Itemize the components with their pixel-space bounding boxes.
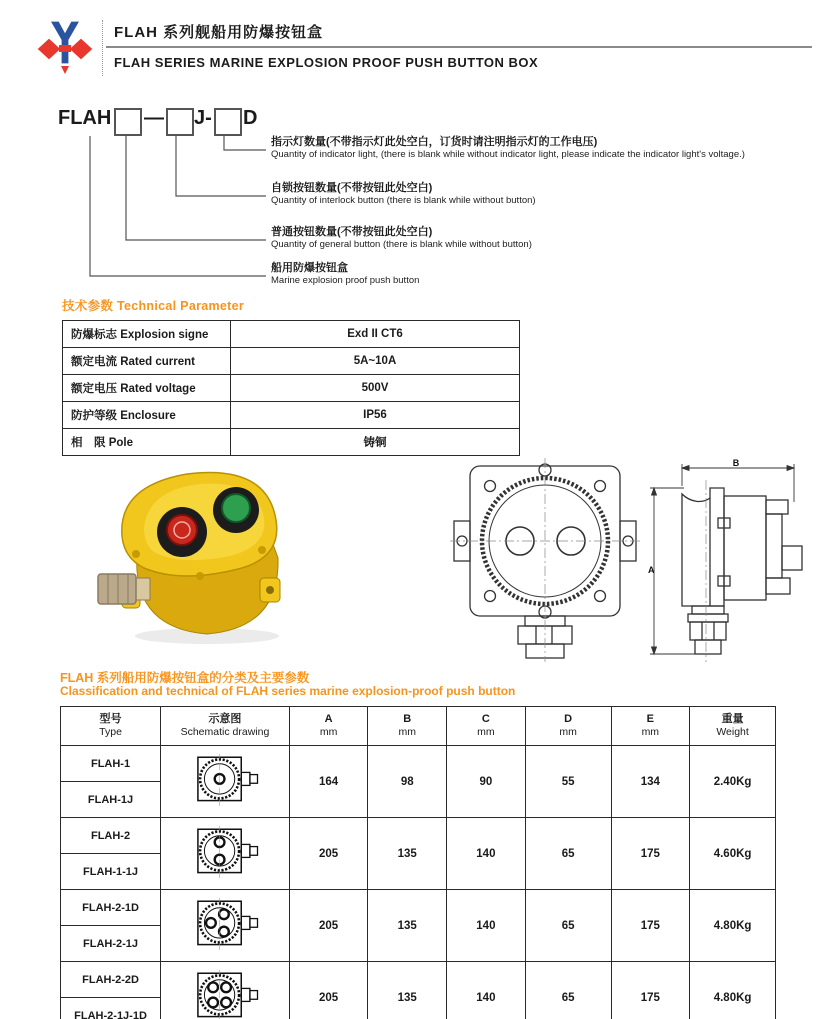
param-value: 铸铜 <box>231 429 520 456</box>
side-view-drawing <box>644 458 822 663</box>
classification-title-cn: FLAH 系列船用防爆按钮盒的分类及主要参数 <box>60 671 310 685</box>
col-header-e: E mm <box>611 707 690 746</box>
type-cell: FLAH-2 <box>61 818 161 854</box>
callout-general-button <box>271 226 816 250</box>
table-row <box>63 348 520 375</box>
schematic-2-button-icon <box>185 826 265 878</box>
param-label: 额定电流 Rated current <box>63 348 231 375</box>
company-logo-icon <box>36 18 94 78</box>
dim-d-cell: 55 <box>525 746 611 818</box>
schematic-1-button-icon <box>185 754 265 806</box>
dim-a-cell: 205 <box>289 890 368 962</box>
col-header-b: B mm <box>368 707 447 746</box>
dim-a-cell: 164 <box>289 746 368 818</box>
dim-c-cell: 140 <box>447 962 526 1019</box>
type-cell: FLAH-2-1J-1D <box>61 998 161 1019</box>
dim-c-cell: 140 <box>447 890 526 962</box>
dim-e-cell: 175 <box>611 890 690 962</box>
col-header-weight: 重量 Weight <box>690 707 776 746</box>
dimension-a-label: A <box>648 565 655 575</box>
dim-e-cell: 65 <box>525 962 611 1019</box>
schematic-3-button-icon <box>185 898 265 950</box>
dim-c-cell: 140 <box>447 818 526 890</box>
dim-d-cell: 65 <box>525 890 611 962</box>
col-header-c: C mm <box>447 707 526 746</box>
callout-marine-box <box>271 262 816 286</box>
weight-cell: 4.80Kg <box>690 962 776 1019</box>
table-row <box>63 375 520 402</box>
model-prefix: FLAH <box>58 107 112 129</box>
table-header-row <box>61 707 776 746</box>
technical-parameter-table <box>62 320 520 456</box>
callout-interlock-en: Quantity of interlock button (there is blank while without button) <box>271 195 536 206</box>
weight-cell: 4.60Kg <box>690 818 776 890</box>
dimension-b-label: B <box>732 458 740 468</box>
param-label: 防爆标志 Explosion signe <box>63 321 231 348</box>
model-box-indicator <box>214 108 242 136</box>
param-value: Exd II CT6 <box>231 321 520 348</box>
classification-table <box>60 706 776 1019</box>
model-separator: — <box>144 107 164 129</box>
model-box-general <box>114 108 142 136</box>
schematic-cell <box>161 890 290 962</box>
type-cell: FLAH-2-2D <box>61 962 161 998</box>
dim-b-cell: 135 <box>368 890 447 962</box>
col-header-d: D mm <box>525 707 611 746</box>
model-box-interlock <box>166 108 194 136</box>
weight-cell: 2.40Kg <box>690 746 776 818</box>
dim-a-cell: 205 <box>289 818 368 890</box>
classification-title-en: Classification and technical of FLAH series marine explosion-proof push button <box>60 684 516 698</box>
col-header-a: A mm <box>289 707 368 746</box>
table-row <box>63 402 520 429</box>
schematic-cell <box>161 746 290 818</box>
table-row <box>63 429 520 456</box>
model-j-label: J- <box>194 107 212 129</box>
type-cell: FLAH-1J <box>61 782 161 818</box>
dim-b-cell: 135 <box>368 962 447 1019</box>
col-header-type: 型号 Type <box>61 707 161 746</box>
page-title-en: FLAH SERIES MARINE EXPLOSION PROOF PUSH BUTTON BOX <box>114 55 539 70</box>
table-row <box>61 962 776 998</box>
callout-general-cn: 普通按钮数量(不带按钮此处空白) <box>271 226 433 238</box>
dim-b-cell: 98 <box>368 746 447 818</box>
param-value: 5A~10A <box>231 348 520 375</box>
schematic-cell <box>161 818 290 890</box>
schematic-cell <box>161 962 290 1019</box>
dim-d-cell: 65 <box>525 818 611 890</box>
callout-indicator-en: Quantity of indicator light, (there is blank while without indicator light, please indicate the indicator light's voltage.) <box>271 149 745 160</box>
param-label: 防护等级 Enclosure <box>63 402 231 429</box>
weight-cell: 4.80Kg <box>690 890 776 962</box>
header-rule <box>106 46 812 48</box>
schematic-4-button-icon <box>185 970 265 1019</box>
param-value: IP56 <box>231 402 520 429</box>
table-row <box>61 818 776 854</box>
technical-parameter-section <box>62 296 522 456</box>
dim-c-cell: 90 <box>447 746 526 818</box>
product-photo <box>92 458 302 648</box>
param-label: 额定电压 Rated voltage <box>63 375 231 402</box>
dim-a-cell: 205 <box>289 962 368 1019</box>
table-row <box>63 321 520 348</box>
callout-marine-en: Marine explosion proof push button <box>271 275 420 286</box>
param-label: 相 限 Pole <box>63 429 231 456</box>
type-cell: FLAH-2-1J <box>61 926 161 962</box>
type-cell: FLAH-1 <box>61 746 161 782</box>
technical-parameter-title: 技术参数 Technical Parameter <box>62 299 245 313</box>
model-designation-diagram <box>0 106 830 292</box>
model-d-label: D <box>243 107 258 129</box>
col-header-schematic: 示意图 Schematic drawing <box>161 707 290 746</box>
callout-general-en: Quantity of general button (there is blank while without button) <box>271 239 532 250</box>
front-view-drawing <box>450 458 640 663</box>
type-cell: FLAH-2-1D <box>61 890 161 926</box>
callout-indicator-light <box>271 136 816 160</box>
callout-interlock-cn: 自锁按钮数量(不带按钮此处空白) <box>271 182 433 194</box>
callout-marine-cn: 船用防爆按钮盒 <box>271 262 348 274</box>
page-title-cn: FLAH 系列舰船用防爆按钮盒 <box>114 24 324 41</box>
dim-e-cell: 175 <box>611 818 690 890</box>
callout-indicator-cn: 指示灯数量(不带指示灯此处空白，订货时请注明指示灯的工作电压) <box>271 136 598 148</box>
callout-interlock-button <box>271 182 816 206</box>
dim-e-cell: 175 <box>611 962 690 1019</box>
table-row <box>61 746 776 782</box>
table-row <box>61 890 776 926</box>
dim-b-cell: 135 <box>368 818 447 890</box>
dim-e-cell: 134 <box>611 746 690 818</box>
header-divider <box>102 20 103 76</box>
param-value: 500V <box>231 375 520 402</box>
type-cell: FLAH-1-1J <box>61 854 161 890</box>
